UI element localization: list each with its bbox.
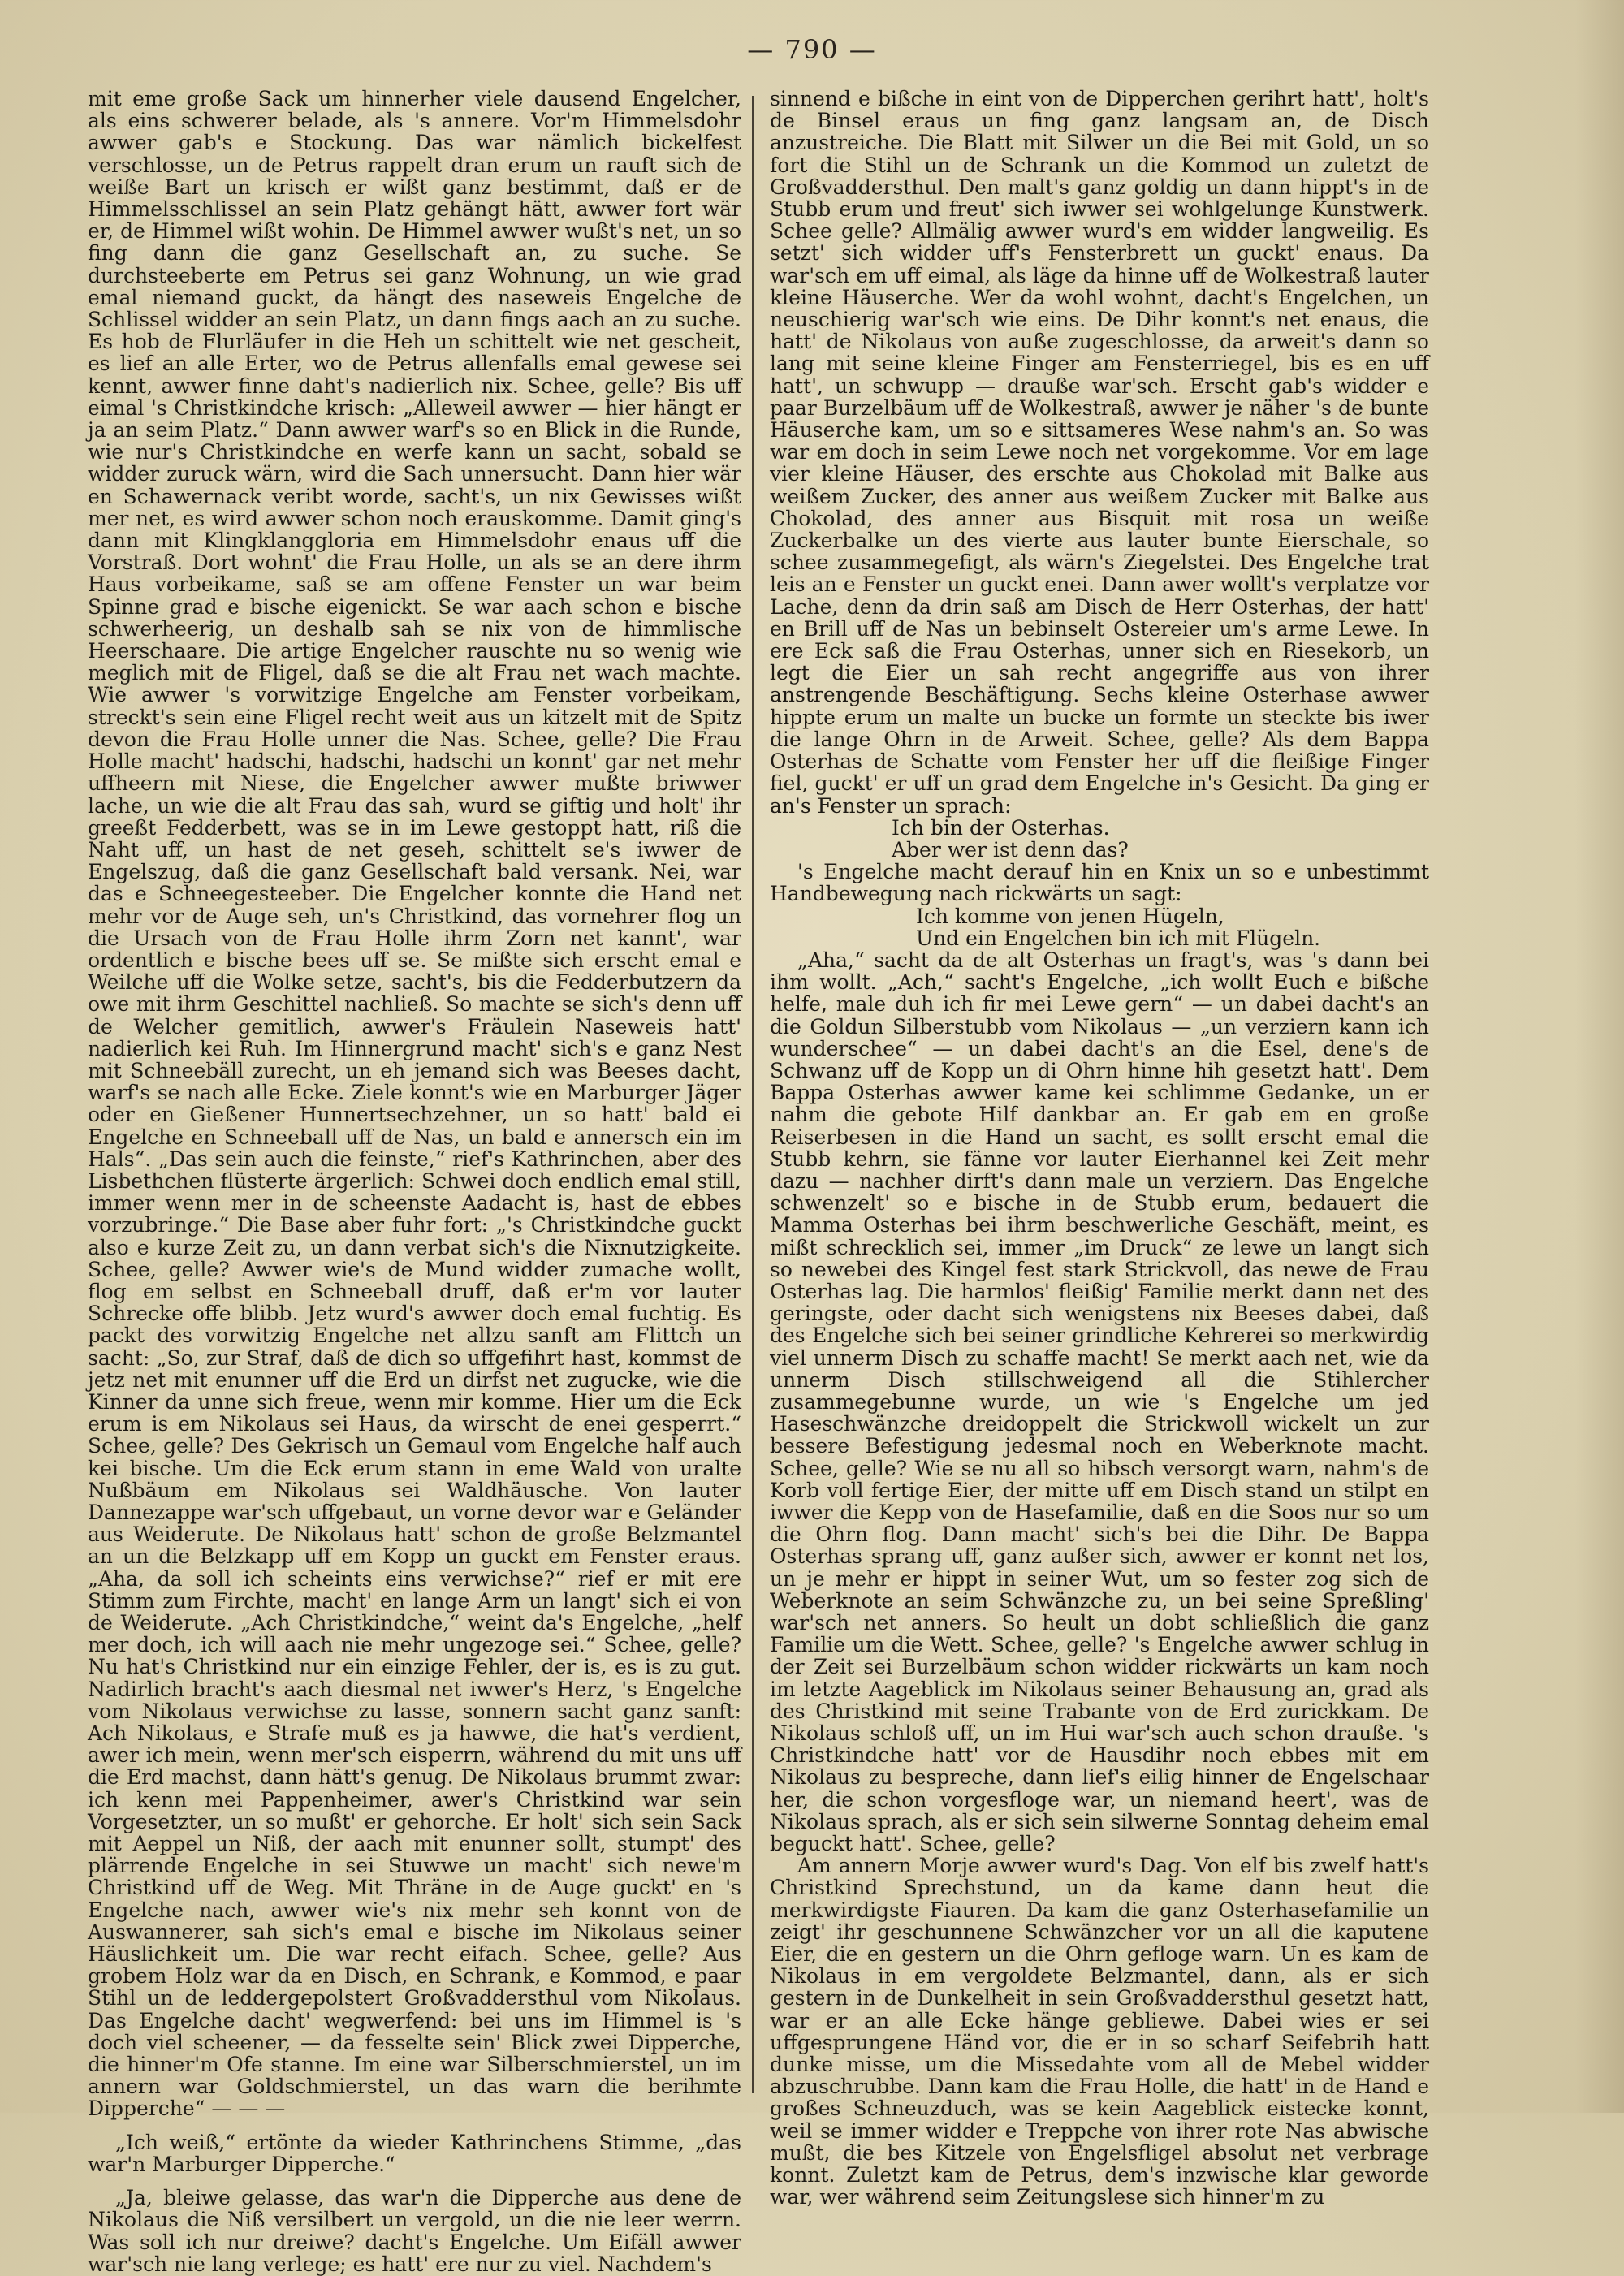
- page-edge-shadow: [1575, 0, 1624, 2113]
- paragraph: 's Engelche macht derauf hin en Knix un so e unbestimmt Handbewegung nach rickwärts un sagt:: [770, 860, 1429, 906]
- verse-line: Aber wer ist denn das?: [892, 837, 1129, 862]
- paragraph: sinnend e bißche in eint von de Dipperchen gerihrt hatt', holt's de Binsel eraus un fing ganz langsam an, de Disch anzustreiche. Die Blatt mit Silwer un die Bei mit Gold, un so fort die Stihl un de Schrank un die Kommod un zuletzt de Großvaddersthul. Den malt's ganz goldig un dann hippt's in de Stubb erum und freut' sich iwwer sei wohlgelunge Kunstwerk. Schee gelle? Allmälig awwer wurd's em widder langweilig. Es setzt' sich widder uff's Fensterbrett un guckt' enaus. Da war'sch em uff eimal, als läge da hinne uff de Wolkestraß lauter kleine Häuserche. Wer da wohl wohnt, dacht's Engelchen, un neuschierig war'sch wie eins. De Dihr konnt's net enaus, die hatt' de Nikolaus von auße zugeschlosse, da arweit's dann so lang mit seine kleine Finger am Fensterriegel, bis es en uff hatt', un schwupp — drauße war'sch. Erscht gab's widder e paar Burzelbäum uff de Wolkestraß, awwer je näher 's de bunte Häuserche kam, um so e sittsameres Wese nahm's an. So was war em doch in seim Lewe noch net vorgekomme. Vor em lage vier kleine Häuser, des erschte aus Chokolad mit Balke aus weißem Zucker, des anner aus weißem Zucker mit Balke aus Chokolad, des anner aus Bisquit mit rosa un weiße Zuckerbalke un des vierte aus lauter bunte Eierschale, so schee zusammegefigt, als wärn's Ziegelstei. Des Engelche trat leis an e Fenster un guckt enei. Dann awer wollt's verplatze vor Lache, denn da drin saß am Disch de Herr Osterhas, der hatt' en Brill uff de Nas un bebinselt Ostereier um's arme Lewe. In ere Eck saß die Frau Osterhas, unner sich en Riesekorb, un legt die Eier un sah recht angegriffe aus von ihrer anstrengende Beschäftigung. Sechs kleine Osterhase awwer hippte erum un malte un bucke un formte un steckte bis iwer die lange Ohrn in de Arweit. Schee, gelle? Als dem Bappa Osterhas de Schatte vom Fenster her uff die fleißige Finger fiel, guckt' er uff un grad dem Engelche in's Gesicht. Da ging er an's Fenster un sprach:: [770, 87, 1429, 818]
- paragraph: „Aha,“ sacht da de alt Osterhas un fragt's, was 's dann bei ihm wollt. „Ach,“ sacht's Engelche, „ich wollt Euch e bißche helfe, male duh ich fir mei Lewe gern“ — un dabei dacht's an die Goldun Silberstubb vom Nikolaus — „un verziern kann ich wunderschee“ — un dabei dacht's an die Esel, dene's de Schwanz uff de Kopp un di Ohrn hinne hih gesetzt hatt'. Dem Bappa Osterhas awwer kame kei schlimme Gedanke, un er nahm die gebote Hilf dankbar an. Er gab em en große Reiserbesen in die Hand un sacht, es sollt erscht emal die Stubb kehrn, sie fänne vor lauter Eierhannel kei Zeit mehr dazu — nachher dirft's dann male un verziern. Das Engelche schwenzelt' so e bische in de Stubb erum, bedauert die Mamma Osterhas bei ihrm beschwerliche Geschäft, meint, es mißt schrecklich sei, immer „im Druck“ ze lewe un langt sich so newebei des Kingel fest stark Strickvoll, das newe de Frau Osterhas lag. Die harmlos' fleißig' Familie merkt dann net des geringste, oder dacht sich wenigstens nix Beeses dabei, daß des Engelche sich bei seiner grindliche Kehrerei so merkwirdig viel unnerm Disch zu schaffe macht! Se merkt aach net, wie da unnerm Disch stillschweigend all die Stihlercher zusammegebunne wurde, un wie 's Engelche um jed Haseschwänzche dreidoppelt die Strickwoll wickelt un zur bessere Befestigung jedesmal noch en Weberknote macht. Schee, gelle? Wie se nu all so hibsch versorgt warn, nahm's de Korb voll fertige Eier, der mitte uff em Disch stand un stilpt en iwwer die Kepp von de Hasefamilie, daß en die Soos nur so um die Ohrn flog. Dann macht' sich's bei die Dihr. De Bappa Osterhas sprang uff, ganz außer sich, awwer er konnt net los, un je mehr er hippt in seiner Wut, um so fester zog sich de Weberknote an seim Schwänzche zu, un bei seine Spreßling' war'sch net anners. So heult un dobt schließlich die ganz Familie um die Wett. Schee, gelle? 's Engelche awwer schlug in der Zeit sei Burzelbäum schon widder rickwärts un kam noch im letzte Aageblick im Nikolaus seiner Behausung an, grad als des Christkind mit seine Trabante von de Erd zurickkam. De Nikolaus schloß uff, un im Hui war'sch auch schon drauße. 's Christkindche hatt' vor de Hausdihr noch ebbes mit em Nikolaus zu bespreche, dann lief's eilig hinner de Engelschaar her, die schon vorgesfloge war, un niemand heert', was de Nikolaus sprach, als er sich sein silwerne Sonntag deheim emal beguckt hatt'. Schee, gelle?: [770, 948, 1429, 1856]
- left-text-column: [88, 87, 741, 2276]
- paragraph: Am annern Morje awwer wurd's Dag. Von elf bis zwelf hatt's Christkind Sprechstund, un da kame dann heut die merkwirdigste Fiauren. Da kam die ganz Osterhasefamilie un zeigt' ihr geschunnene Schwänzcher vor un all die kaputene Eier, die en gestern un die Ohrn gefloge warn. Un es kam de Nikolaus in em vergoldete Belzmantel, dann, als er sich gestern in de Dunkelheit in sein Großvaddersthul gesetzt hatt, war er an alle Ecke hänge gebliewe. Dabei wies er sei uffgesprungene Händ vor, die er in so scharf Seifebrih hatt dunke misse, um die Missedahte vom all de Mebel widder abzuschrubbe. Dann kam die Frau Holle, die hatt' in de Hand e großes Schneuzduch, was se kein Aageblick eistecke konnt, weil se immer widder e Treppche von ihrer rote Nas abwische mußt, die bes Kitzele von Engelsfligel absolut net verbrage konnt. Zuletzt kam de Petrus, dem's inzwische klar geworde war, wer während seim Zeitungslese sich hinner'm zu: [770, 1854, 1429, 2209]
- paragraph: „Ich weiß,“ ertönte da wieder Kathrinchens Stimme, „das war'n Marburger Dipperche.“: [88, 2130, 741, 2176]
- paragraph: mit eme große Sack um hinnerher viele dausend Engelcher, als eins schwerer belade, als 's annere. Vor'm Himmelsdohr awwer gab's e Stockung. Das war nämlich bickelfest verschlosse, un de Petrus rappelt dran erum un rauft sich de weiße Bart un krisch er wißt ganz bestimmt, daß er de Himmelsschlissel an sein Platz gehängt hätt, awwer fort wär er, de Himmel wißt wohin. De Himmel awwer wußt's net, un so fing dann die ganz Gesellschaft an, zu suche. Se durchsteeberte em Petrus sei ganz Wohnung, un wie grad emal niemand guckt, da hängt des naseweis Engelche de Schlissel widder an sein Platz, un dann fings aach an zu suche. Es hob de Flurläufer in die Heh un schittelt wie net gescheit, es lief an alle Erter, wo de Petrus allenfalls emal gewese sei kennt, awwer finne daht's nadierlich nix. Schee, gelle? Bis uff eimal 's Christkindche krisch: „Alleweil awwer — hier hängt er ja an seim Platz.“ Dann awwer warf's so en Blick in die Runde, wie nur's Christkindche en werfe kann un sacht, sobald se widder zuruck wärn, wird die Sach unnersucht. Dann hier wär en Schawernack veribt worde, sacht's, un nix Gewisses wißt mer net, es wird awwer schon noch erauskomme. Damit ging's dann mit Klingklanggloria em Himmelsdohr enaus uff die Vorstraß. Dort wohnt' die Frau Holle, un als se an dere ihrm Haus vorbeikame, saß se am offene Fenster un war beim Spinne grad e bische eigenickt. Se war aach schon e bische schwerheerig, un deshalb sah se nix von de himmlische Heerschaare. Die artige Engelcher rauschte nu so wenig wie meglich mit de Fligel, daß se die alt Frau net wach machte. Wie awwer 's vorwitzige Engelche am Fenster vorbeikam, streckt's sein eine Fligel recht weit aus un kitzelt mit de Spitz devon die Frau Holle unner die Nas. Schee, gelle? Die Frau Holle macht' hadschi, hadschi, hadschi un konnt' gar net mehr uffheern mit Niese, die Engelcher awwer mußte briwwer lache, un wie die alt Frau das sah, wurd se giftig und holt' ihr greeßt Fedderbett, was se in im Lewe gestoppt hatt, riß die Naht uff, un hast de net geseh, schittelt se's iwwer de Engelszug, daß die ganz Gesellschaft bald versank. Nei, war das e Schneegesteeber. Die Engelcher konnte die Hand net mehr vor de Auge seh, un's Christkind, das vornehrer flog un die Ursach von de Frau Holle ihrm Zorn net kannt', war ordentlich e bische bees uff se. Se mißte sich erscht emal e Weilche uff die Wolke setze, sacht's, bis die Fedderbutzern da owe mit ihrm Geschittel nachließ. So machte se sich's denn uff de Welcher gemitlich, awwer's Fräulein Naseweis hatt' nadierlich kei Ruh. Im Hinnergrund macht' sich's e ganz Nest mit Schneebäll zurecht, un eh jemand sich was Beeses dacht, warf's se nach alle Ecke. Ziele konnt's wie en Marburger Jäger oder en Gießener Hunnertsechzehner, un so hatt' bald ei Engelche en Schneeball uff de Nas, un bald e annersch ein im Hals“. „Das sein auch die feinste,“ rief's Kathrinchen, aber des Lisbethchen flüsterte ärgerlich: Schwei doch endlich emal still, immer wenn mer in de scheenste Aadacht is, hast de ebbes vorzubringe.“ Die Base aber fuhr fort: „'s Christkindche guckt also e kurze Zeit zu, un dann verbat sich's die Nixnutzigkeite. Schee, gelle? Awwer wie's de Mund widder zumache wollt, flog em selbst en Schneeball druff, daß er'm vor lauter Schrecke offe blibb. Jetz wurd's awwer doch emal fuchtig. Es packt des vorwitzig Engelche net allzu sanft am Flittch un sacht: „So, zur Straf, daß de dich so uffgefihrt hast, kommst de jetz net mit enunner uff die Erd un dirfst net zugucke, wie die Kinner da unne sich freue, wenn mir komme. Hier um die Eck erum is em Nikolaus sei Haus, da wirscht de enei gesperrt.“ Schee, gelle? Des Gekrisch un Gemaul vom Engelche half auch kei bische. Um die Eck erum stann in eme Wald von uralte Nußbäum em Nikolaus sei Waldhäusche. Von lauter Dannezappe war'sch uffgebaut, un vorne devor war e Geländer aus Weiderute. De Nikolaus hatt' schon de große Belzmantel an un die Belzkapp uff em Kopp un guckt em Fenster eraus. „Aha, da soll ich scheints eins verwichse?“ rief er mit ere Stimm zum Firchte, macht' en lange Arm un langt' sich ei von de Weiderute. „Ach Christkindche,“ weint da's Engelche, „helf mer doch, ich will aach nie mehr ungezoge sei.“ Schee, gelle? Nu hat's Christkind nur ein einzige Fehler, der is, es is zu gut. Nadirlich bracht's aach diesmal net iwwer's Herz, 's Engelche vom Nikolaus verwichse zu lasse, sonnern sacht ganz sanft: Ach Nikolaus, e Strafe muß es ja hawwe, die hat's verdient, awer ich mein, wenn mer'sch eisperrn, während du mit uns uff die Erd machst, dann hätt's genug. De Nikolaus brummt zwar: ich kenn mei Pappenheimer, awer's Christkind war sein Vorgesetzter, un so mußt' er gehorche. Er holt' sich sein Sack mit Aeppel un Niß, der aach mit enunner sollt, stumpt' des plärrende Engelche in sei Stuwwe un macht' sich newe'm Christkind uff de Weg. Mit Thräne in de Auge guckt' en 's Engelche nach, awwer wie's nix mehr seh konnt von de Auswannerer, sah sich's emal e bische im Nikolaus seiner Häuslichkeit um. Die war recht eifach. Schee, gelle? Aus grobem Holz war da en Disch, en Schrank, e Kommod, e paar Stihl un de leddergepolstert Großvaddersthul vom Nikolaus. Das Engelche dacht' wegwerfend: bei uns im Himmel is 's doch viel scheener, — da fesselte sein' Blick zwei Dipperche, die hinner'm Ofe stanne. Im eine war Silberschmierstel, un im annern war Goldschmierstel, un das warn die berihmte Dipperche“ — — —: [88, 87, 741, 2121]
- column-divider: [752, 96, 754, 2093]
- verse-line: Und ein Engelchen bin ich mit Flügeln.: [916, 926, 1321, 950]
- verse-line: Ich komme von jenen Hügeln,: [916, 904, 1224, 928]
- paragraph: „Ja, bleiwe gelasse, das war'n die Dipperche aus dene de Nikolaus die Niß versilbert un vergold, un die nie leer werrn. Was soll ich nur dreiwe? dacht's Engelche. Um Eifäll awwer war'sch nie lang verlege; es hatt' ere nur zu viel. Nachdem's: [88, 2186, 741, 2276]
- verse-line: Ich bin der Osterhas.: [892, 815, 1110, 840]
- page-number: — 790 —: [747, 34, 877, 65]
- right-text-column: [770, 87, 1429, 2209]
